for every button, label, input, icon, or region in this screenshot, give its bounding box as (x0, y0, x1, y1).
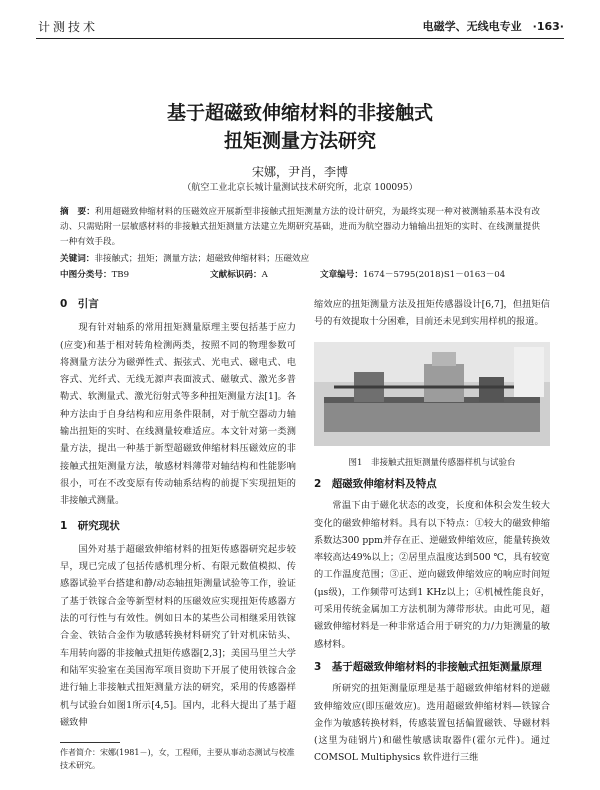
principle-paragraph: 所研究的扭矩测量原理是基于超磁致伸缩材料的逆磁致伸缩效应(即压磁效应)。选用超磁致伸缩材料—铁镓合金作为敏感转换材料，传感装置包括偏置磁铁、导磁材料(这里为硅钢片)和磁性敏感读取器件(霍尔元件)。通过 COMSOL Multiphysics 软件进行三维 (314, 683, 550, 764)
research-status-paragraph: 国外对基于超磁致伸缩材料的扭矩传感器研究起步较早，现已完成了包括传感机理分析、有限元数值模拟、传感器试验平台搭建和静/动态轴扭矩测量试验等工作，验证了基于铁镓合金等新型材料的压磁效应实现扭矩传感器方法的可行性与有效性。例如日本的某些公司相继采用铁镓合金、铁钴合金作为敏感转换材料研究了针对机床钻头、车用转向器的非接触式扭矩传感器[2,3]；美国马里兰大学和陆军实验室在美国海军项目资助下开展了使用铁镓合金进行轴上非接触式扭矩测量方法的研究，采用的传感器样机与试验台如图1所示[4,5]。国内，北科大提出了基于超磁致伸 (60, 543, 296, 728)
keywords (60, 252, 540, 264)
affiliation: （航空工业北京长城计量测试技术研究所，北京 100095） (182, 183, 418, 193)
keywords-text: 非接触式；扭矩；测量方法；超磁致伸缩材料；压磁效应 (94, 254, 310, 264)
intro-paragraph: 现有针对轴系的常用扭矩测量原理主要包括基于应力(应变)和基于相对转角检测两类，按照不同的物理参数可将测量方法分为磁弹性式、振弦式、光电式、磁电式、电容式、光纤式、无线无源声表面波式、磁敏式、激光多普勒式、软测量式、激光衍射式等多种扭矩测量方法[1]。各种方法由于自身结构和应用条件限制，对于航空器动力轴输出扭矩的实时、在线测量较难适应。本文针对第一类测量方法，提出一种基于新型超磁致伸缩材料压磁效应的非接触式扭矩测量方法，敏感材料薄带对轴结构和性能影响很小，可在不改变原有传动轴系结构的前提下实现扭矩的非接触式测量。 (60, 322, 296, 507)
test-rig-illustration (314, 342, 550, 446)
material-paragraph: 常温下由于磁化状态的改变，长度和体积会发生较大变化的磁致伸缩材料。具有以下特点：①较大的磁致伸缩系数达300 ppm并存在正、逆磁致伸缩效应，能量转换效率较高达49%以上；②居里点温度达到500 ℃，具有较宽的工作温度范围；③正、逆向磁致伸缩效应的响应时间短(μs级)，工作频带可达到1 KHz以上；④机械性能良好，可采用传统金属加工方法机制为薄带形状。由此可见，超磁致伸缩材料是一种非常适合用于研究的力/力矩测量的敏感材料。 (314, 500, 550, 650)
abstract (60, 205, 540, 250)
clc-value: TB9 (111, 270, 130, 280)
paper-title-line-1: 基于超磁致伸缩材料的非接触式 (166, 102, 433, 124)
figure-1-caption: 图1 非接触式扭矩测量传感器样机与试验台 (348, 458, 516, 468)
doc-code-cell (210, 268, 320, 280)
left-column (60, 296, 296, 731)
doc-code-value: A (261, 270, 268, 280)
article-number-label: 文章编号： (320, 270, 363, 280)
right-column-top (314, 296, 550, 331)
author-footnote: 作者简介：宋娜(1981－)，女，工程师，主要从事动态测试与校准技术研究。 (60, 748, 295, 770)
clc-label: 中图分类号： (60, 270, 112, 280)
doc-code-label: 文献标识码： (210, 270, 262, 280)
section-heading-introduction: 0 引言 (60, 298, 99, 310)
article-number-cell (320, 268, 505, 280)
footnote-rule (60, 742, 120, 743)
paper-title-line-2: 扭矩测量方法研究 (223, 130, 376, 152)
continued-paragraph: 缩效应的扭矩测量方法及扭矩传感器设计[6,7]，但扭矩信号的有效提取十分困难，目前还未见到实用样机的报道。 (314, 299, 550, 328)
abstract-label: 摘 要： (60, 207, 95, 217)
authors: 宋娜，尹肖，李博 (251, 165, 348, 179)
article-number-value: 1674－5795(2018)S1－0163－04 (362, 270, 506, 280)
figure-1-photo (314, 342, 550, 446)
classification-row (60, 268, 540, 280)
abstract-text: 利用超磁致伸缩材料的压磁效应开展新型非接触式扭矩测量方法的设计研究，为最终实现一种对被测轴系基本没有改动、只需贴附一层敏感材料的非接触式扭矩测量方法建立先期研究基础，进而为航空器动力轴输出扭矩的实时、在线测量提供一种有效手段。 (60, 207, 540, 247)
journal-section-header: 计测技术 (38, 20, 99, 34)
section-heading-material: 2 超磁致伸缩材料及特点 (314, 478, 437, 490)
header-rule (36, 38, 564, 39)
page-number-header: 电磁学、无线电专业 ·163· (422, 20, 564, 33)
keywords-label: 关键词： (60, 254, 95, 264)
right-column-bottom (314, 476, 550, 767)
section-heading-principle: 3 基于超磁致伸缩材料的非接触式扭矩测量原理 (314, 660, 542, 673)
clc-cell (60, 268, 210, 280)
section-heading-research-status: 1 研究现状 (60, 519, 120, 532)
